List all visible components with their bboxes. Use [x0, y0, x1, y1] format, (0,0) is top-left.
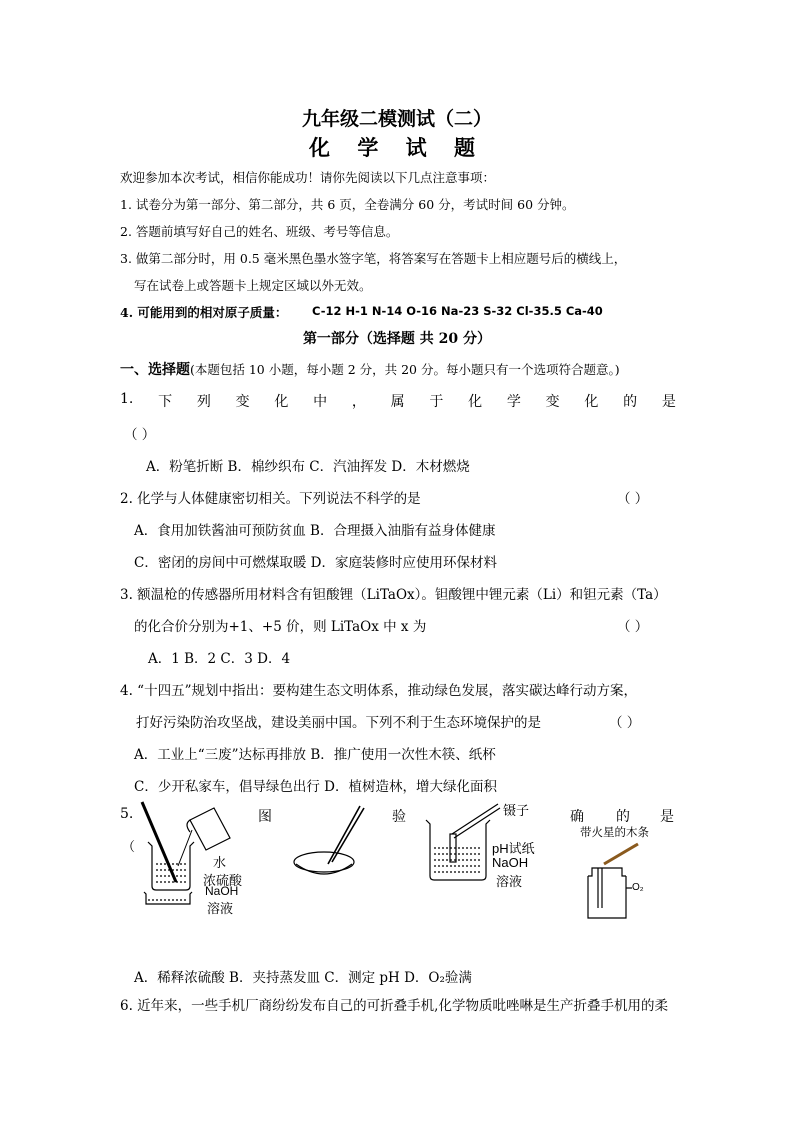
q4-options-ab: A．工业上“三废”达标再排放 B．推广使用一次性木筷、纸杯: [134, 747, 496, 763]
q1-char: 是: [661, 394, 676, 410]
question-1-stem: [120, 391, 676, 411]
fig-a-water-label: 水: [213, 855, 227, 870]
q5-char: 确: [570, 809, 584, 825]
figure-b-evaporating-dish: [290, 804, 366, 884]
figure-d-oxygen-test: [578, 838, 648, 922]
q5-number: 5.: [120, 806, 134, 822]
q1-char: 变: [235, 394, 250, 410]
fig-c-naoh-label: NaOH: [492, 855, 529, 870]
section-heading: [120, 359, 620, 379]
q5-char: 图: [258, 809, 272, 825]
fig-a-acid-label: 浓硫酸: [203, 873, 243, 888]
q3-stem-cont: 的化合价分别为+1、+5 价，则 LiTaOx 中 x 为: [134, 619, 427, 635]
fig-d-gas-label: O₂: [632, 882, 644, 893]
q5-char: 的: [616, 809, 630, 825]
q1-char: 化: [468, 394, 483, 410]
q4-stem: 4. “十四五”规划中指出：要构建生态文明体系，推动绿色发展，落实碳达峰行动方案，: [120, 683, 637, 699]
fig-c-solution-label: 溶液: [496, 874, 523, 889]
notice-item-2: 2. 答题前填写好自己的姓名、班级、考号等信息。: [120, 224, 399, 239]
notice-item-1: 1. 试卷分为第一部分、第二部分，共 6 页，全卷满分 60 分，考试时间 60 分钟。: [120, 197, 575, 212]
q1-char: 的: [623, 394, 638, 410]
q1-answer-paren[interactable]: （ ）: [124, 427, 156, 443]
q5-char: 验: [392, 809, 406, 825]
fig-c-tweezers-label: 镊子: [503, 803, 530, 818]
q5-paren-fragment: （: [122, 840, 136, 855]
q1-char: ，: [351, 394, 366, 410]
q1-char: 1.: [120, 391, 134, 407]
q1-char: 化: [274, 394, 289, 410]
q5-char: 是: [660, 809, 674, 825]
q1-char: 学: [506, 394, 521, 410]
fig-a-solution-label: 溶液: [207, 901, 234, 916]
q2-options-ab: A．食用加铁酱油可预防贫血 B．合理摄入油脂有益身体健康: [134, 523, 496, 539]
notice-item-3-cont: 写在试卷上或答题卡上规定区域以外无效。: [134, 278, 372, 293]
section-label: 一、选择题: [120, 362, 190, 378]
atomic-masses: C-12 H-1 N-14 O-16 Na-23 S-32 Cl-35.5 Ca-40: [312, 304, 603, 318]
notice-item-4-label: 4. 可能用到的相对原子质量：: [120, 305, 288, 320]
q6-stem: 6. 近年来，一些手机厂商纷纷发布自己的可折叠手机,化学物质吡唑啉是生产折叠手机用的柔: [120, 998, 668, 1014]
fig-a-naoh-label: NaOH: [205, 884, 239, 898]
exam-subtitle: 化 学 试 题: [309, 135, 485, 160]
q3-options: A．1 B．2 C．3 D．4: [148, 651, 291, 667]
q1-char: 属: [390, 394, 405, 410]
notice-item-3: 3. 做第二部分时，用 0.5 毫米黑色墨水签字笔，将答案写在答题卡上相应题号后的横线上，: [120, 251, 627, 266]
part1-title: 第一部分（选择题 共 20 分）: [302, 331, 492, 347]
q2-stem: 2. 化学与人体健康密切相关。下列说法不科学的是: [120, 491, 421, 507]
q1-char: 中: [313, 394, 328, 410]
q4-options-cd: C．少开私家车，倡导绿色出行 D．植树造林，增大绿化面积: [134, 779, 497, 795]
q1-char: 于: [429, 394, 444, 410]
q3-stem: 3. 额温枪的传感器所用材料含有钽酸锂（LiTaOx）。钽酸锂中锂元素（Li）和钽元素（Ta）: [120, 587, 667, 603]
notice-intro: 欢迎参加本次考试，相信你能成功！请你先阅读以下几点注意事项：: [120, 170, 496, 185]
q1-char: 化: [584, 394, 599, 410]
q3-answer-paren[interactable]: （ ）: [617, 619, 649, 635]
q1-char: 变: [545, 394, 560, 410]
q1-char: 列: [196, 394, 211, 410]
q4-stem-cont: 打好污染防治攻坚战，建设美丽中国。下列不利于生态环境保护的是: [136, 715, 541, 731]
q1-options: A．粉笔折断 B．棉纱织布 C．汽油挥发 D．木材燃烧: [146, 459, 470, 475]
exam-title: 九年级二模测试（二）: [301, 108, 492, 130]
q2-options-cd: C．密闭的房间中可燃煤取暖 D．家庭装修时应使用环保材料: [134, 555, 497, 571]
q4-answer-paren[interactable]: （ ）: [609, 715, 641, 731]
fig-d-stick-label: 带火星的木条: [580, 827, 649, 839]
q1-char: 下: [158, 394, 173, 410]
fig-c-paper-label: pH试纸: [492, 841, 535, 856]
q5-options: A．稀释浓硫酸 B．夹持蒸发皿 C．测定 pH D．O₂验满: [134, 970, 472, 986]
q2-answer-paren[interactable]: （ ）: [617, 491, 649, 507]
section-note: (本题包括 10 小题，每小题 2 分，共 20 分。每小题只有一个选项符合题意。): [190, 362, 620, 377]
